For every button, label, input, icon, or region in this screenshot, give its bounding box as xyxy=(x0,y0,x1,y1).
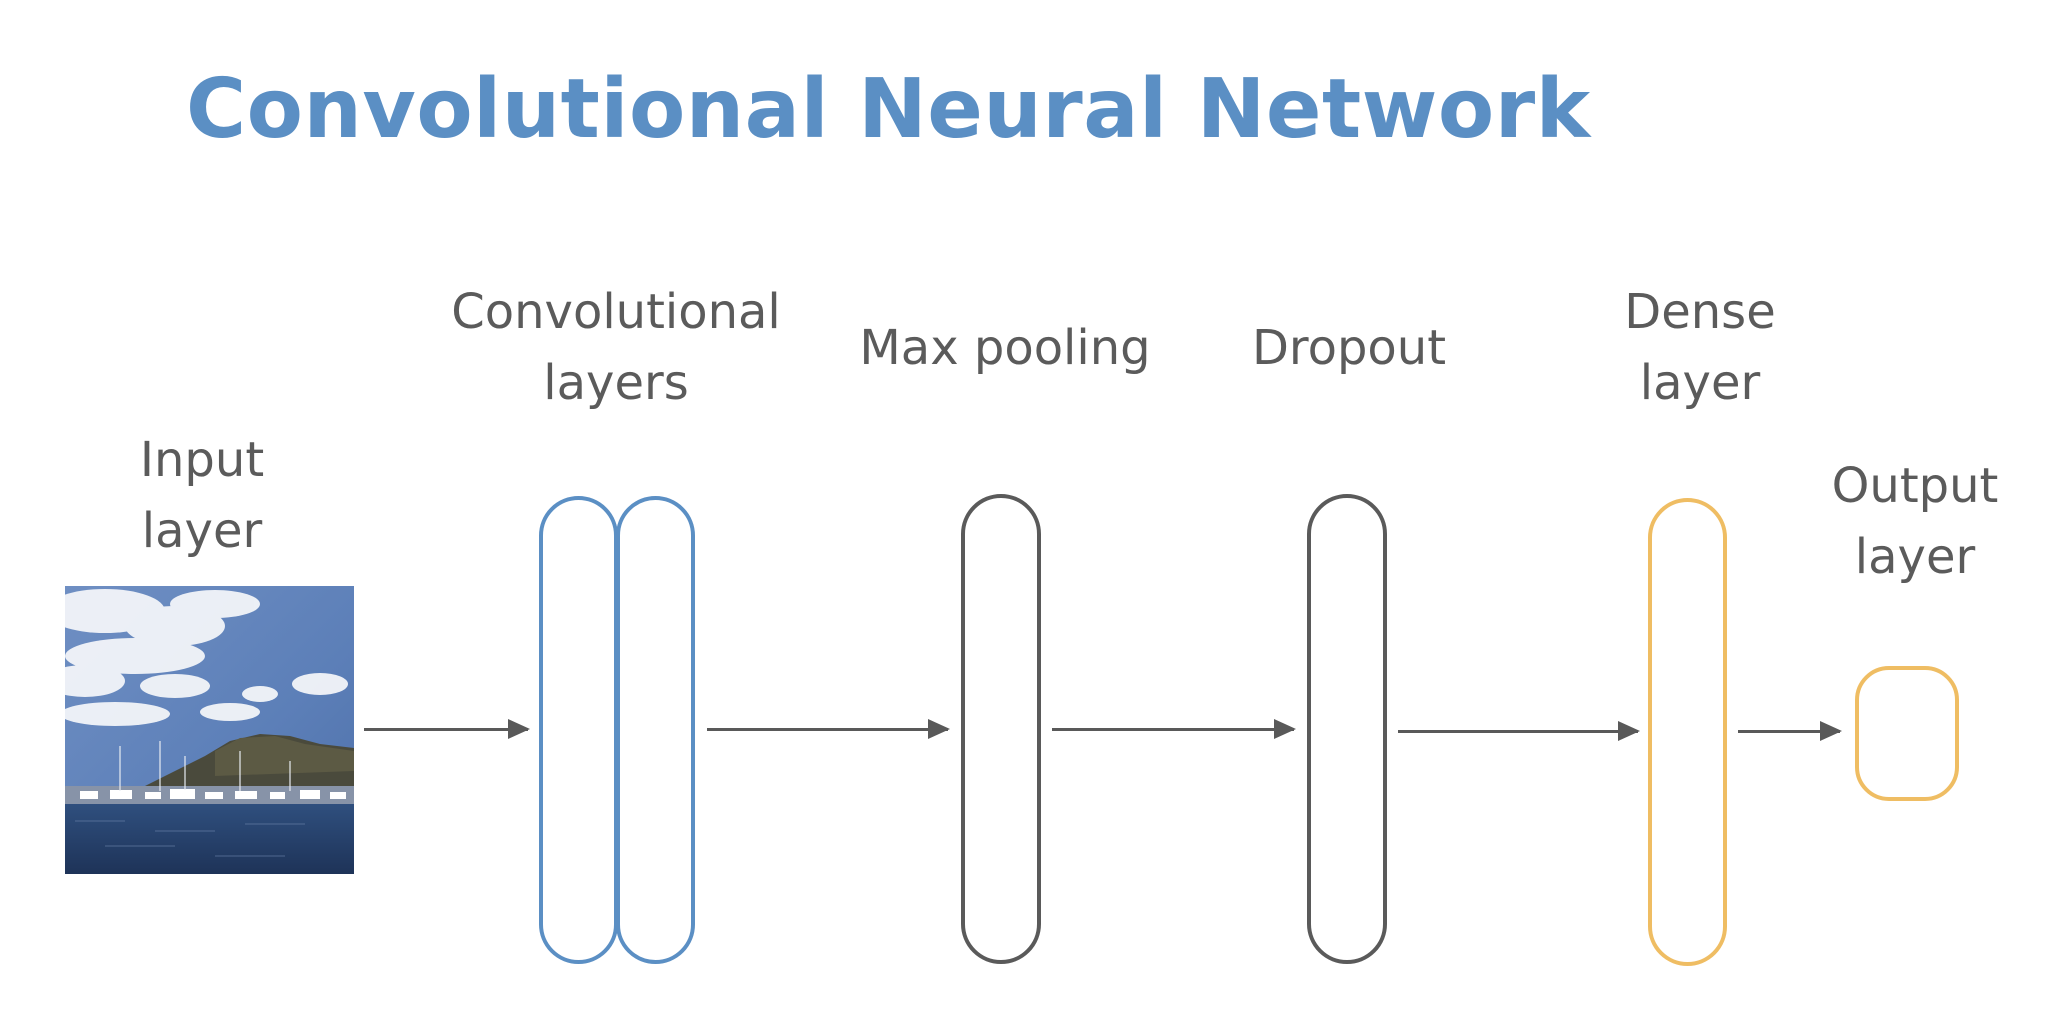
convolutional-layer-2 xyxy=(616,496,695,964)
dropout-layer xyxy=(1307,494,1387,964)
output-layer xyxy=(1855,666,1959,801)
dense-layer-label-line1: Dense xyxy=(1624,284,1776,340)
dropout-label: Dropout xyxy=(1251,320,1447,376)
convolutional-layers-label-line2: layers xyxy=(543,355,689,411)
arrow-convolutional-to-max-pooling xyxy=(707,728,948,731)
harbor-photo xyxy=(65,586,354,874)
convolutional-layers-label xyxy=(451,277,781,419)
dense-layer-label xyxy=(1590,277,1810,419)
max-pooling-label: Max pooling xyxy=(859,320,1151,376)
convolutional-layers-label-line1: Convolutional xyxy=(451,284,781,340)
max-pooling-layer xyxy=(961,494,1041,964)
page-title: Convolutional Neural Network xyxy=(186,62,1591,157)
convolutional-layer-1 xyxy=(539,496,618,964)
input-image xyxy=(65,586,354,874)
dense-layer xyxy=(1648,498,1727,966)
dense-layer-label-line2: layer xyxy=(1639,355,1761,411)
input-layer-label-line2: layer xyxy=(141,503,263,559)
arrow-dropout-to-dense xyxy=(1398,730,1638,733)
output-layer-label xyxy=(1800,451,2030,593)
output-layer-label-line2: layer xyxy=(1854,529,1976,585)
input-layer-label-line1: Input xyxy=(139,432,265,488)
arrow-input-to-convolutional xyxy=(364,728,528,731)
input-layer-label xyxy=(112,425,292,567)
output-layer-label-line1: Output xyxy=(1831,458,1999,514)
arrow-dense-to-output xyxy=(1738,730,1840,733)
arrow-max-pooling-to-dropout xyxy=(1052,728,1294,731)
